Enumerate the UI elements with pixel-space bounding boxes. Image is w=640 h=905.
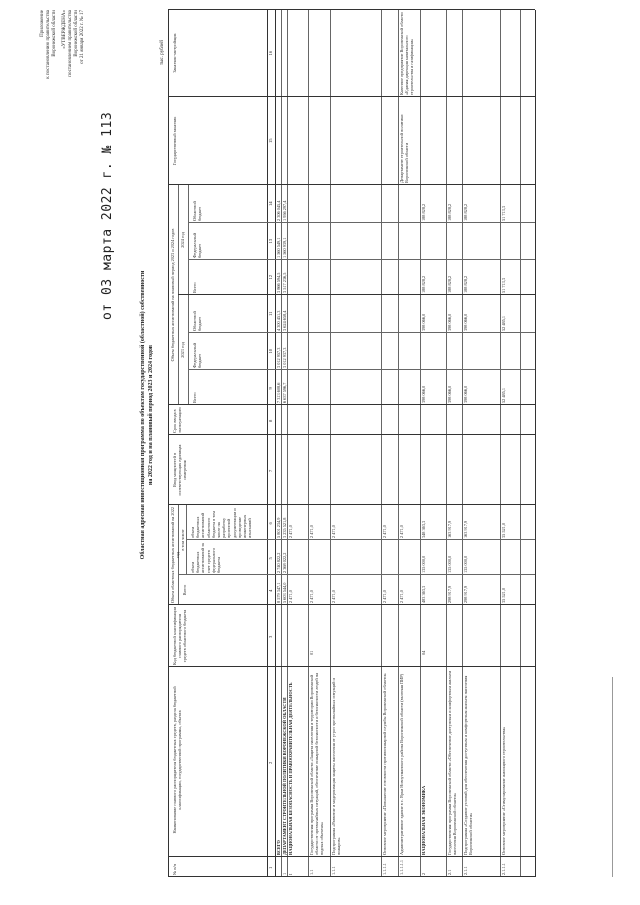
- row-value: 35 521,0: [501, 522, 506, 538]
- header-funds-2022: Объем областных бюджетных ассигнований на 2022 год: [170, 507, 181, 603]
- column-number: 12: [268, 274, 273, 280]
- row-num: 2.1.1.1: [501, 863, 506, 875]
- row-value: 135 000,0: [421, 555, 426, 573]
- row-value: 2 471,0: [382, 525, 387, 538]
- header-name: Наименование главного распорядителя бюджетных средств, раздела бюджетной классификации, государственной программы, объекта: [172, 686, 183, 834]
- row-num: 1: [282, 872, 287, 875]
- row-value: 135 000,0: [447, 555, 452, 573]
- document-subtitle: на 2022 год и на плановый период 2023 и 2024 годов: [148, 344, 154, 486]
- row-value: 3 866 594,5: [276, 272, 281, 293]
- row-value: 2 740 822,2: [276, 552, 281, 573]
- header-term: Срок ввода в эксплуатацию: [172, 407, 183, 433]
- row-value: 7 313 608,6: [276, 382, 281, 403]
- column-number: 3: [268, 635, 273, 638]
- row-name: Государственная программа Воронежской области «Защита населения и территории Воронежской области от чрезвычайных ситуаций, обеспечение пожарной безопасности и безопасности людей на водных объектах»: [309, 672, 325, 855]
- row-value: 35 521,0: [501, 587, 506, 603]
- approval-utv-line-1: постановлением правительства: [68, 10, 73, 77]
- column-number: 16: [268, 50, 273, 56]
- row-value: 6 637 596,7: [282, 382, 287, 403]
- row-value: 2 368 022,2: [282, 552, 287, 573]
- row-name: Государственная программа Воронежской области «Обеспечение доступным и комфортным жильем населения Воронежской области»: [447, 670, 458, 855]
- column-number: 2: [268, 761, 273, 764]
- column-number: 5: [268, 557, 273, 560]
- row-value: 1 560 939,1: [282, 237, 287, 258]
- row-value: 188 828,2: [421, 275, 426, 293]
- row-value: 5 801 234,9: [276, 517, 281, 538]
- row-value: 52 485,1: [501, 387, 506, 403]
- header-num: № п/п: [172, 864, 177, 875]
- row-value: 398 066,0: [447, 313, 452, 331]
- column-number: 13: [268, 238, 273, 244]
- row-code: 01: [309, 650, 314, 655]
- header-developer: Заказчик-застройщик: [172, 33, 177, 73]
- row-customer: Департамент строительной политики Воронежской области: [399, 114, 410, 183]
- row-value: 2 471,0: [309, 525, 314, 538]
- units-label: тыс. рублей: [160, 40, 165, 65]
- decree-stamp: от 03 марта 2022 г. № 113: [100, 111, 115, 320]
- row-value: 2 471,0: [382, 590, 387, 603]
- header-2024-fed: Федеральный бюджет: [192, 232, 203, 258]
- row-value: 2 471,0: [399, 590, 404, 603]
- row-value: 3 012 957,3: [276, 347, 281, 368]
- row-num: 2.1.1: [463, 866, 468, 875]
- column-number: 9: [268, 387, 273, 390]
- row-num: 2.1: [447, 869, 452, 875]
- row-value: 483 363,3: [421, 585, 426, 603]
- row-num: 2: [421, 872, 426, 875]
- row-value: 398 066,0: [463, 385, 468, 403]
- row-name: НАЦИОНАЛЬНАЯ ЭКОНОМИКА: [421, 785, 426, 855]
- row-value: 188 828,2: [447, 203, 452, 221]
- header-plan: Объем бюджетных ассигнований на плановый период 2023 и 2024 годов: [170, 228, 175, 362]
- column-number: 8: [268, 419, 273, 422]
- row-value: 398 066,0: [447, 385, 452, 403]
- row-value: 398 066,0: [421, 313, 426, 331]
- row-value: 2 471,0: [399, 525, 404, 538]
- approval-line-2: Воронежской области: [52, 10, 57, 57]
- header-2024-reg: Областной бюджет: [192, 201, 203, 221]
- row-value: 52 485,1: [501, 315, 506, 331]
- row-value: 398 066,0: [463, 313, 468, 331]
- header-total: Всего: [182, 584, 187, 596]
- approval-line-1: к постановлению правительства: [46, 10, 51, 79]
- row-value: 2 471,0: [288, 525, 293, 538]
- row-value: 2 306 045,4: [276, 200, 281, 221]
- row-value: 3 012 937,3: [282, 347, 287, 368]
- row-value: 348 363,3: [421, 520, 426, 538]
- row-name: ДЕПАРТАМЕНТ СТРОИТЕЛЬНОЙ ПОЛИТИКИ ВОРОНЕЖСКОЙ ОБЛАСТИ: [282, 697, 287, 855]
- row-value: 2 471,0: [288, 590, 293, 603]
- row-value: 188 828,2: [447, 275, 452, 293]
- row-value: 188 828,2: [463, 203, 468, 221]
- row-name: Административное здание в с. Ярки Новоусманского района Воронежской области (включая ПИР): [399, 673, 404, 855]
- column-number: 4: [268, 589, 273, 592]
- approval-prilozhenie: Приложение: [40, 10, 45, 37]
- row-value: 5 603 544,0: [282, 582, 287, 603]
- approval-utverzhdena: «УТВЕРЖДЕНА»: [62, 10, 67, 49]
- column-number: 15: [268, 138, 273, 143]
- row-code: 04: [421, 650, 426, 655]
- row-num: 1.1.1.1: [382, 863, 387, 875]
- header-code: Код бюджетной классификации главного распорядителя средств областного бюджета: [172, 607, 188, 665]
- approval-utv-line-3: от 21 января 2022 г. № 17: [80, 10, 85, 64]
- row-value: 188 828,2: [463, 275, 468, 293]
- row-num: 1.1.1.1.1: [399, 859, 404, 875]
- row-name: Основное мероприятие «Повышение готовности противопожарной службы Воронежской области»: [382, 673, 387, 855]
- row-name: Основное мероприятие «Стимулирование жилищного строительства»: [501, 726, 506, 855]
- row-name: ВСЕГО: [276, 840, 281, 855]
- header-incl: в том числе: [180, 529, 185, 551]
- column-number: 14: [268, 201, 273, 206]
- row-value: 8 579 347,1: [276, 582, 281, 603]
- column-number: 11: [268, 311, 273, 316]
- column-number: 6: [268, 522, 273, 525]
- row-value: 51 713,3: [501, 277, 506, 293]
- row-num: I: [288, 873, 293, 875]
- row-name: НАЦИОНАЛЬНАЯ БЕЗОПАСНОСТЬ И ПРАВООХРАНИТЕЛЬНАЯ ДЕЯТЕЛЬНОСТЬ: [288, 682, 293, 855]
- row-value: 1 956 297,4: [282, 200, 287, 221]
- header-fed: объем бюджетных ассигнований за счет средств федерального бюджета: [190, 543, 222, 573]
- approval-utv-line-2: Воронежской области: [74, 10, 79, 57]
- header-2023: 2023 год: [180, 342, 185, 358]
- header-2023-total: Всего: [192, 392, 197, 403]
- column-number: 10: [268, 348, 273, 354]
- row-value: 188 828,2: [421, 203, 426, 221]
- row-num: 1.1.1: [331, 866, 336, 875]
- row-value: 3 517 236,5: [282, 272, 287, 293]
- row-value: 2 471,0: [331, 590, 336, 603]
- row-value: 135 000,0: [463, 555, 468, 573]
- row-value: 2 471,0: [309, 590, 314, 603]
- row-name: Подпрограмма «Создание условий для обеспечения доступным и комфортным жильем населения Воронежской области»: [463, 675, 474, 855]
- row-value: 4 300 451,3: [276, 310, 281, 331]
- row-value: 1 560 549,1: [276, 237, 281, 258]
- header-2023-reg: Областной бюджет: [192, 311, 203, 331]
- column-number: 1: [268, 866, 273, 869]
- header-2023-fed: Федеральный бюджет: [192, 342, 203, 368]
- row-value: 3 624 658,4: [282, 310, 287, 331]
- header-capacity: Ввод мощностей в соответствующих единицах измерения: [172, 444, 188, 496]
- row-value: 163 917,9: [463, 520, 468, 538]
- row-value: 398 066,0: [421, 385, 426, 403]
- row-name: Подпрограмма «Развитие и модернизация защиты населения от угроз чрезвычайных ситуаций и пожаров»: [331, 678, 342, 855]
- header-reg: объем бюджетных ассигнований областного бюджета в том числе на разработку проектной документации и проведение инженерных изысканий: [190, 508, 253, 538]
- row-value: 51 713,3: [501, 205, 506, 221]
- header-2024: 2024 год: [180, 232, 185, 248]
- row-value: 298 917,9: [463, 585, 468, 603]
- row-value: 298 917,9: [447, 585, 452, 603]
- header-customer: Государственный заказчик: [172, 116, 177, 166]
- header-2024-total: Всего: [192, 282, 197, 293]
- row-value: 2 471,0: [331, 525, 336, 538]
- row-developer: Казенное предприятие Воронежской области «Единая дирекция капитального строительства и газификации»: [399, 12, 415, 95]
- row-value: 3 235 521,8: [282, 517, 287, 538]
- column-number: 7: [268, 469, 273, 472]
- row-num: 1.1: [309, 869, 314, 875]
- document-title: Областная адресная инвестиционная программа по объектам государственной (областной) собственности: [140, 270, 146, 560]
- row-value: 163 917,9: [447, 520, 452, 538]
